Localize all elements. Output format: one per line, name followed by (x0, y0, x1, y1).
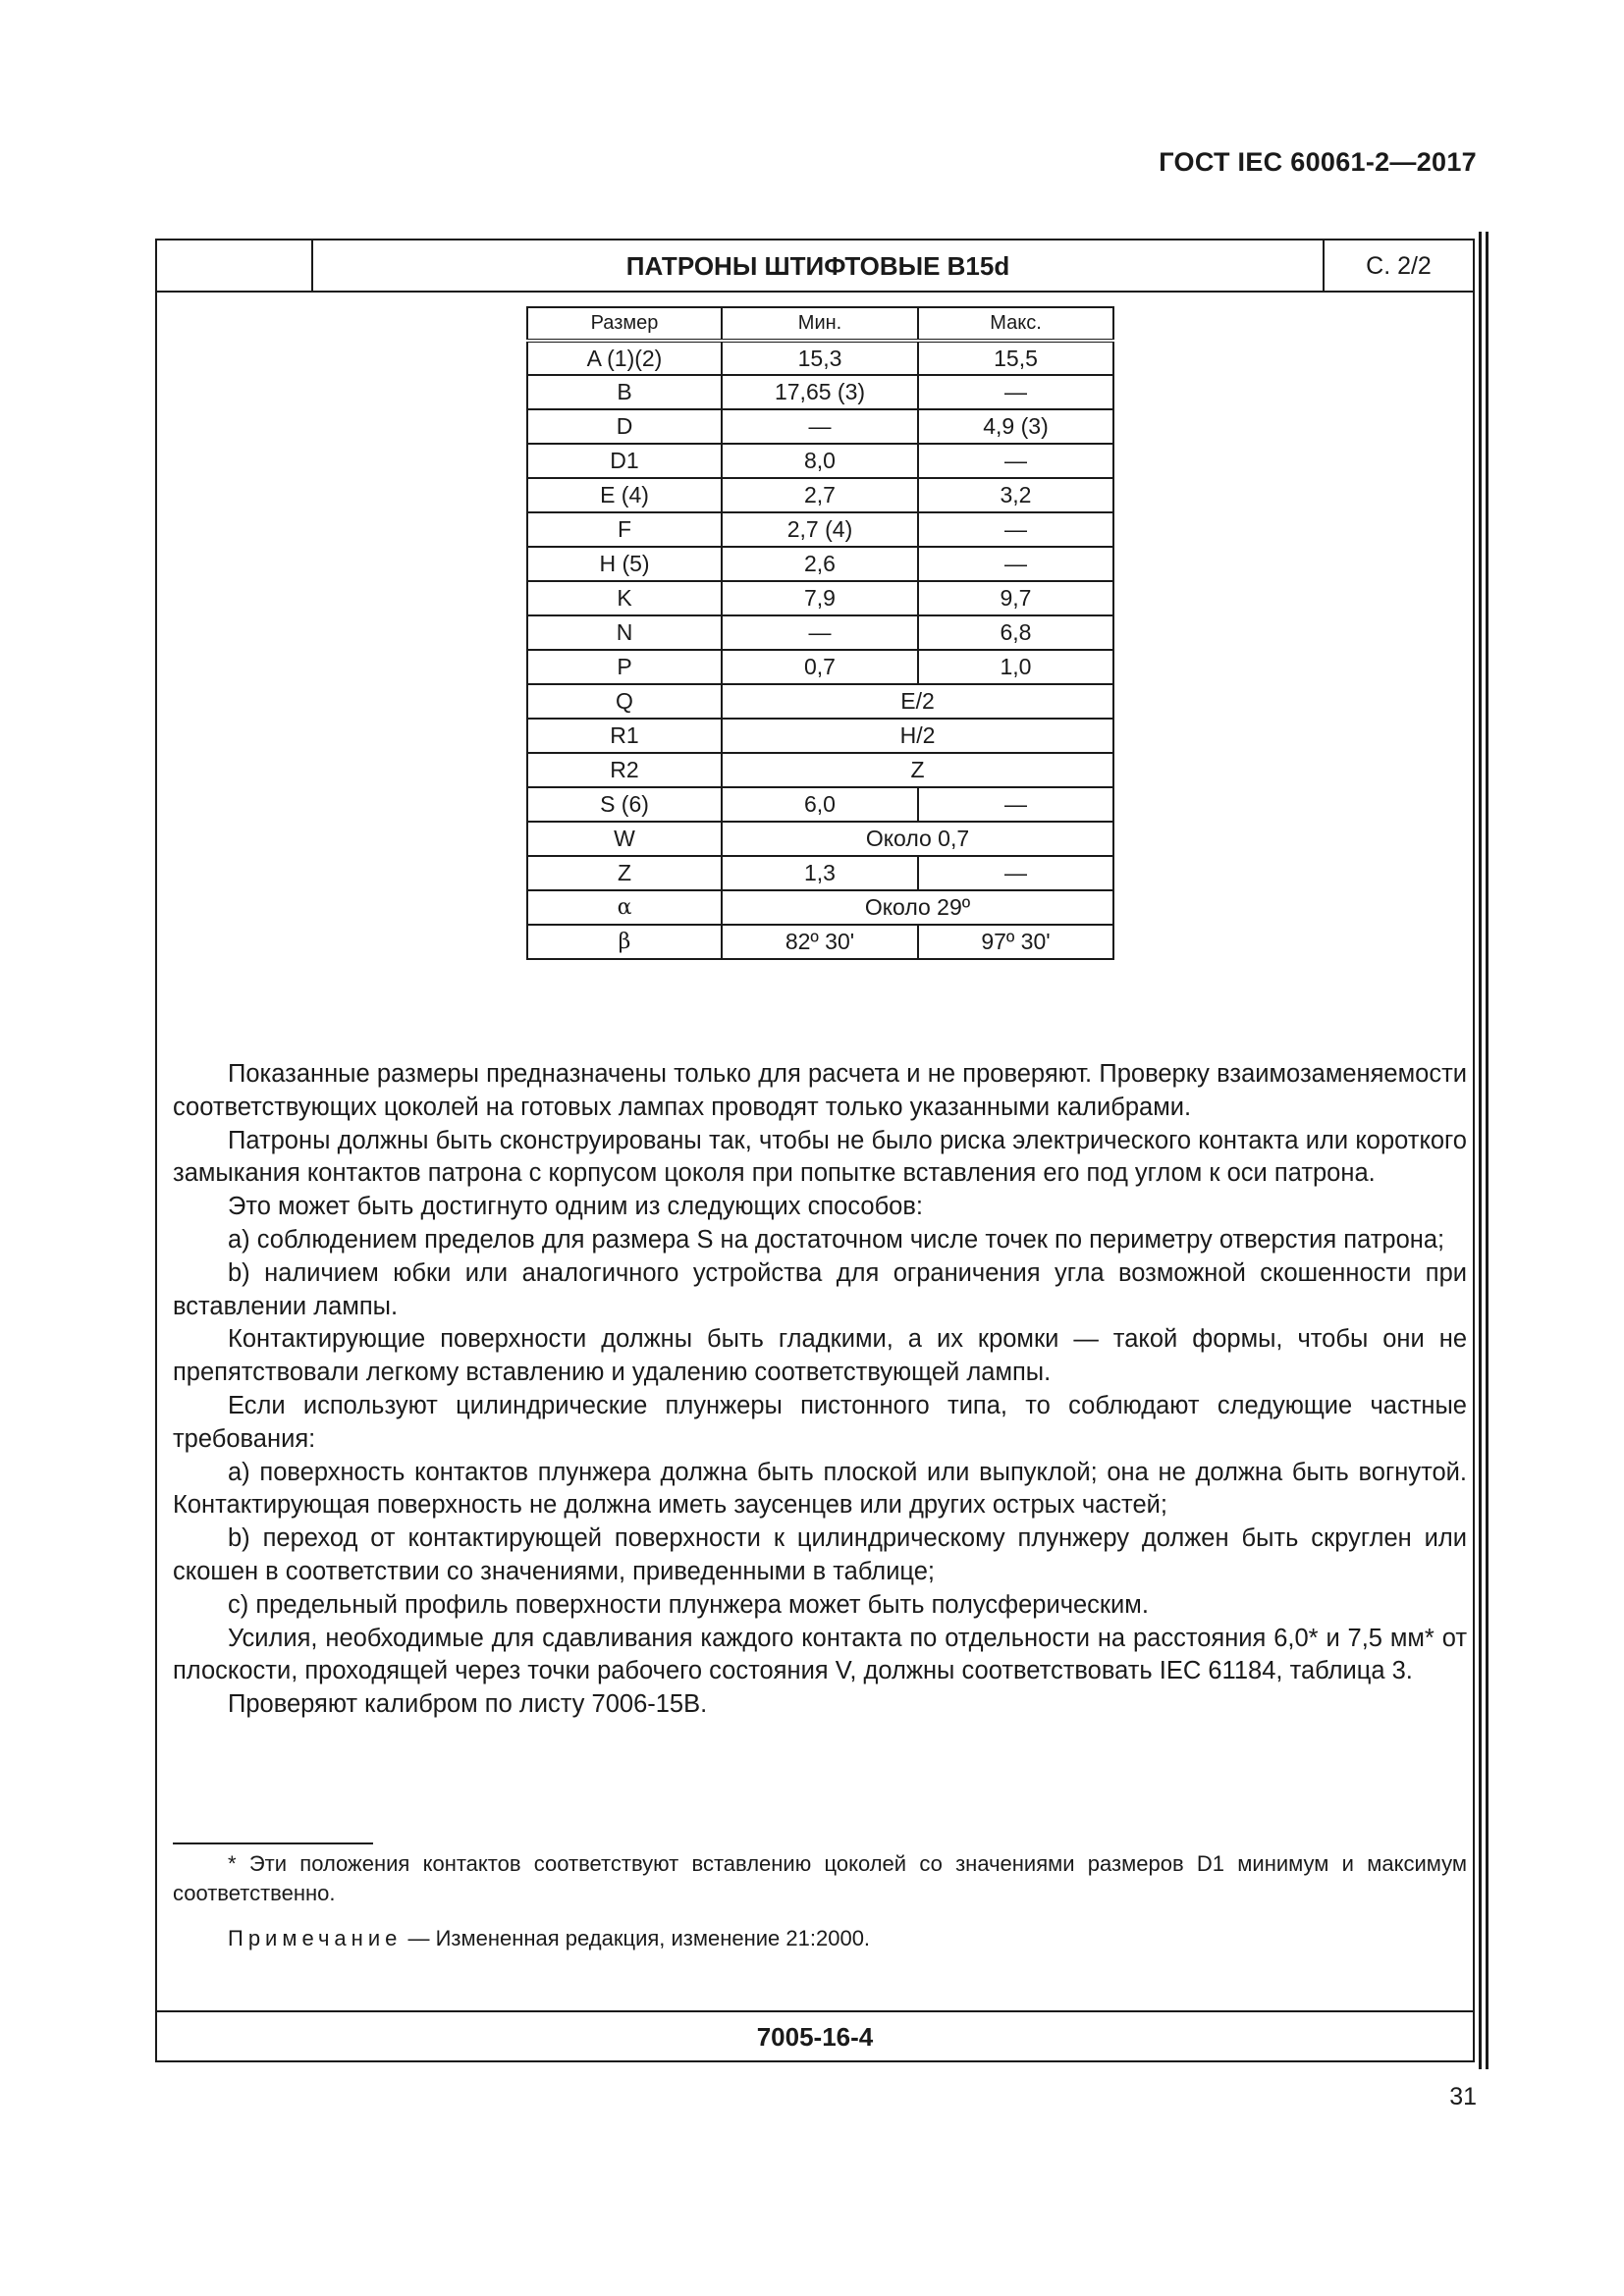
cell-max: — (918, 787, 1113, 822)
page-number: 31 (1449, 2083, 1477, 2110)
table-row (527, 547, 1113, 581)
note-text: — Измененная редакция, изменение 21:2000. (407, 1926, 871, 1950)
table-row (527, 787, 1113, 822)
cell-value: Z (722, 753, 1113, 787)
table-row (527, 925, 1113, 959)
table-row (527, 719, 1113, 753)
cell-max: 6,8 (918, 615, 1113, 650)
cell-max: — (918, 444, 1113, 478)
cell-value: Около 29º (722, 890, 1113, 925)
header-rule (157, 291, 1473, 293)
cell-size: W (527, 822, 722, 856)
cell-size: B (527, 375, 722, 409)
table-row (527, 684, 1113, 719)
paragraph: a) поверхность контактов плунжера должна быть плоской или выпуклой; она не должна быть вогнутой. Контактирующая поверхность не должна иметь заусенцев или других острых частей; (173, 1458, 1467, 1520)
cell-min: 2,6 (722, 547, 918, 581)
table-row (527, 650, 1113, 684)
cell-size: Z (527, 856, 722, 890)
note (228, 1924, 870, 1953)
cell-size: Q (527, 684, 722, 719)
cell-min: — (722, 615, 918, 650)
sheet-title: ПАТРОНЫ ШТИФТОВЫЕ B15d (625, 251, 1010, 281)
cell-min: — (722, 409, 918, 444)
cell-min: 17,65 (3) (722, 375, 918, 409)
cell-size: D1 (527, 444, 722, 478)
header-min: Мин. (722, 307, 918, 341)
header-max: Макс. (918, 307, 1113, 341)
cell-size: F (527, 512, 722, 547)
paragraph: b) переход от контактирующей поверхности к цилиндрическому плунжеру должен быть скруглен или скошен в соответствии со значениями, приведенными в таблице; (173, 1524, 1467, 1585)
cell-min: 0,7 (722, 650, 918, 684)
table-row (527, 822, 1113, 856)
table-row (527, 856, 1113, 890)
cell-value: E/2 (722, 684, 1113, 719)
table-row (527, 615, 1113, 650)
footnote-rule (173, 1842, 373, 1844)
paragraph: Контактирующие поверхности должны быть гладкими, а их кромки — такой формы, чтобы они не препятствовали легкому вставлению и удалению соответствующей лампы. (173, 1325, 1467, 1387)
frame-edge-line (1486, 232, 1489, 2069)
table-row (527, 512, 1113, 547)
cell-size: A (1)(2) (527, 341, 722, 375)
cell-size: E (4) (527, 478, 722, 512)
cell-max: 97º 30' (918, 925, 1113, 959)
cell-min: 6,0 (722, 787, 918, 822)
cell-min: 1,3 (722, 856, 918, 890)
cell-max: 9,7 (918, 581, 1113, 615)
cell-max: — (918, 375, 1113, 409)
cell-size: α (527, 890, 722, 925)
table-row (527, 444, 1113, 478)
cell-size: R1 (527, 719, 722, 753)
cell-min: 2,7 (722, 478, 918, 512)
paragraph: Показанные размеры предназначены только для расчета и не проверяют. Проверку взаимозаменяемости соответствующих цоколей на готовых лампах проводят только указанными калибрами. (173, 1060, 1467, 1121)
cell-min: 82º 30' (722, 925, 918, 959)
cell-size: N (527, 615, 722, 650)
cell-size: K (527, 581, 722, 615)
cell-max: 4,9 (3) (918, 409, 1113, 444)
cell-size: D (527, 409, 722, 444)
note-label: Примечание (228, 1926, 403, 1950)
cell-value: Около 0,7 (722, 822, 1113, 856)
footnote-text: * Эти положения контактов соответствуют вставлению цоколей со значениями размеров D1 минимум и максимум соответственно. (173, 1851, 1467, 1905)
footer-rule (157, 2010, 1473, 2012)
paragraph: Усилия, необходимые для сдавливания каждого контакта по отдельности на расстояния 6,0* и 7,5 мм* от плоскости, проходящей через точки рабочего состояния V, должны соответствовать IEC 61184, таблица 3. (173, 1624, 1467, 1685)
document-code: ГОСТ IEC 60061-2—2017 (1159, 147, 1477, 177)
cell-size: H (5) (527, 547, 722, 581)
cell-max: — (918, 512, 1113, 547)
cell-max: 3,2 (918, 478, 1113, 512)
cell-min: 15,3 (722, 341, 918, 375)
paragraph: a) соблюдением пределов для размера S на достаточном числе точек по периметру отверстия патрона; (228, 1225, 1445, 1254)
table-row (527, 409, 1113, 444)
paragraph: Если используют цилиндрические плунжеры пистонного типа, то соблюдают следующие частные требования: (173, 1391, 1467, 1453)
cell-min: 2,7 (4) (722, 512, 918, 547)
cell-size: R2 (527, 753, 722, 787)
cell-size: S (6) (527, 787, 722, 822)
dimensions-table (526, 306, 1114, 960)
table-row (527, 478, 1113, 512)
body-text (173, 1058, 1467, 1722)
cell-value: H/2 (722, 719, 1113, 753)
cell-size: P (527, 650, 722, 684)
cell-min: 8,0 (722, 444, 918, 478)
table-row (527, 375, 1113, 409)
table-header-row (527, 307, 1113, 341)
paragraph: Патроны должны быть сконструированы так, чтобы не было риска электрического контакта или короткого замыкания контактов патрона с корпусом цоколя при попытке вставления его под углом к оси патрона. (173, 1126, 1467, 1188)
table-row (527, 341, 1113, 375)
paragraph: c) предельный профиль поверхности плунжера может быть полусферическим. (228, 1590, 1149, 1619)
sheet-page-indicator: С. 2/2 (1366, 252, 1432, 280)
paragraph: Это может быть достигнуто одним из следующих способов: (228, 1193, 923, 1221)
cell-max: — (918, 856, 1113, 890)
header-size: Размер (527, 307, 722, 341)
cell-max: 15,5 (918, 341, 1113, 375)
table-row (527, 753, 1113, 787)
paragraph: Проверяют калибром по листу 7006-15B. (228, 1690, 708, 1719)
cell-size: β (527, 925, 722, 959)
paragraph: b) наличием юбки или аналогичного устройства для ограничения угла возможной скошенности при вставлении лампы. (173, 1258, 1467, 1320)
footnote (173, 1849, 1467, 1908)
cell-max: 1,0 (918, 650, 1113, 684)
frame-edge-line (1479, 232, 1482, 2069)
table-row (527, 581, 1113, 615)
sheet-number: 7005-16-4 (756, 2022, 874, 2052)
cell-max: — (918, 547, 1113, 581)
cell-min: 7,9 (722, 581, 918, 615)
table-row (527, 890, 1113, 925)
